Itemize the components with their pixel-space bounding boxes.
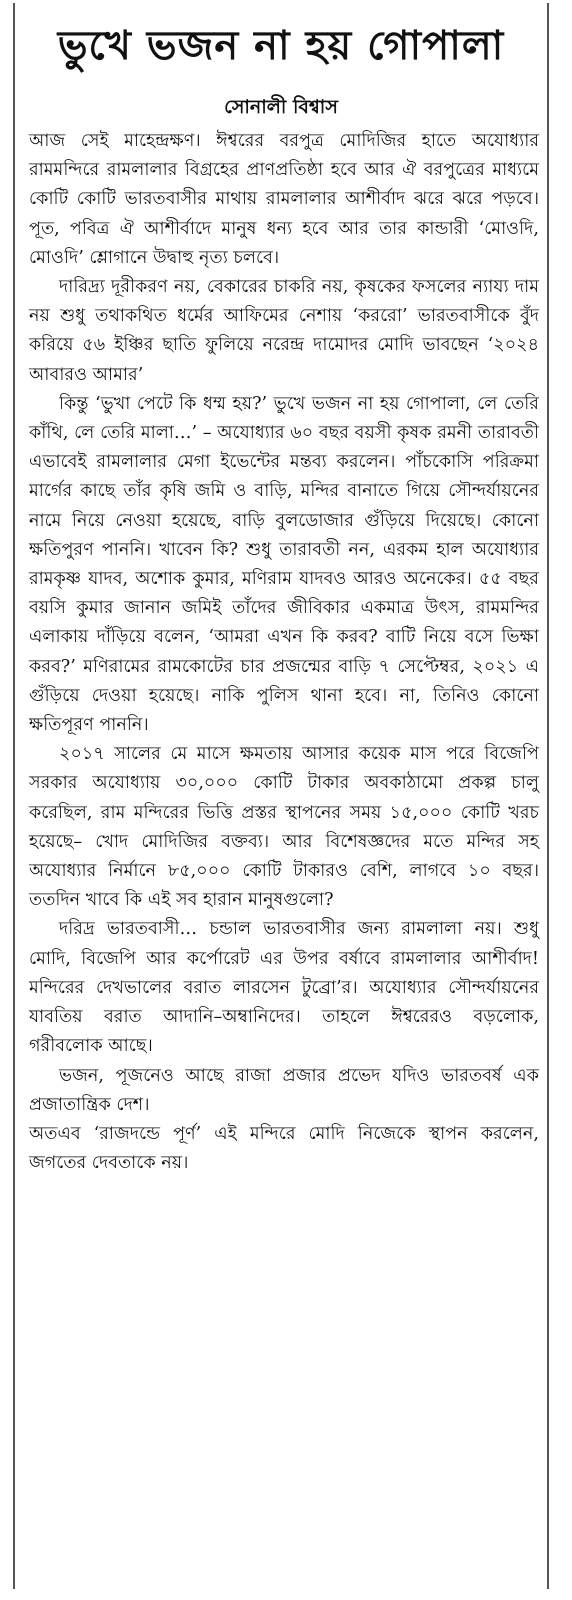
headline: ভুখে ভজন না হয় গোপালা: [57, 23, 505, 69]
article-frame: [13, 3, 549, 1589]
article-body: [29, 127, 539, 1178]
paragraph-2: দারিদ্র্য দূরীকরণ নয়, বেকারের চাকরি নয়, কৃষকের ফসলের ন্যায্য দাম নয় শুধু তথাকথিত ধর্মের আফিমের নেশায় ‘কররো’ ভারতবাসীকে বুঁদ করিয়ে ৫৬ ইঞ্চির ছাতি ফুলিয়ে নরেন্দ্র দামোদর মোদি ভাবছেন ‘২০২৪ আবারও আমার’: [29, 277, 539, 385]
paragraph-7: অতএব ‘রাজদন্ডে পূর্ণ’ এই মন্দিরে মোদি নিজেকে স্থাপন করলেন, জগতের দেবতাকে নয়।: [29, 1123, 539, 1174]
paragraph-6: ভজন, পূজনেও আছে রাজা প্রজার প্রভেদ যদিও ভারতবর্ষ এক প্রজাতান্ত্রিক দেশ।: [29, 1065, 539, 1115]
paragraph-5: দরিদ্র ভারতবাসী… চন্ডাল ভারতবাসীর জন্য রামলালা নয়। শুধু মোদি, বিজেপি আর কর্পোরেট এর উপর বর্ষাবে রামলালার আশীর্বাদ! মন্দিরের দেখভালের বরাত লারসেন টুব্রো’র। অযোধ্যার সৌন্দর্যায়নের যাবতিয় বরাত আদানি–অম্বানিদের। তাহলে ঈশ্বরেরও বড়লোক, গরীবলোক আছে।: [29, 919, 539, 1057]
paragraph-1: আজ সেই মাহেন্দ্রক্ষণ। ঈশ্বরের বরপুত্র মোদিজির হাতে অযোধ্যার রামমন্দিরে রামলালার বিগ্রহের প্রাণপ্রতিষ্ঠা হবে আর ঐ বরপুত্রের মাধ্যমে কোটি কোটি ভারতবাসীর মাথায় রামলালার আশীর্বাদ ঝরে ঝরে পড়বে। পূত, পবিত্র ঐ আশীর্বাদে মানুষ ধন্য হবে আর তার কান্ডারী ‘মোওদি, মোওদি’ শ্লোগানে উদ্বাহু নৃত্য চলবে।: [29, 131, 539, 268]
paragraph-4: ২০১৭ সালের মে মাসে ক্ষমতায় আসার কয়েক মাস পরে বিজেপি সরকার অযোধ্যায় ৩০,০০০ কোটি টাকার অবকাঠামো প্রকল্প চালু করেছিল, রাম মন্দিরের ভিত্তি প্রস্তর স্থাপনের সময় ১৫,০০০ কোটি খরচ হয়েছে– খোদ মোদিজির বক্তব্য। আর বিশেষজ্ঞদের মতে মন্দির সহ অযোধ্যার নির্মানে ৮৫,০০০ কোটি টাকারও বেশি, লাগবে ১০ বছর। ততদিন খাবে কি এই সব হারান মানুষগুলো?: [29, 744, 539, 911]
paragraph-3: কিন্তু ‘ভুখা পেটে কি ধম্ম হয়?’ ভুখে ভজন না হয় গোপালা, লে তেরি কাঁথি, লে তেরি মালা…’ – অযোধ্যার ৬০ বছর বয়সী কৃষক রমনী তারাবতী এভাবেই রামলালার মেগা ইভেন্টের মন্তব্য করলেন। পাঁচকোসি পরিক্রমা মার্গের কাছে তাঁর কৃষি জমি ও বাড়ি, মন্দির বানাতে গিয়ে সৌন্দর্যায়নের নামে নিয়ে নেওয়া হয়েছে, বাড়ি বুলডোজার গুঁড়িয়ে দিয়েছে। কোনো ক্ষতিপুরণ পাননি। খাবেন কি? শুধু তারাবতী নন, এরকম হাল অযোধ্যার রামকৃষ্ণ যাদব, অশোক কুমার, মণিরাম যাদবও আরও অনেকের। ৫৫ বছর বয়সি কুমার জানান জমিই তাঁদের জীবিকার একমাত্র উৎস, রামমন্দির এলাকায় দাঁড়িয়ে বলেন, ‘আমরা এখন কি করব? বাটি নিয়ে বসে ভিক্ষা করব?’ মণিরামের রামকোটের চার প্রজন্মের বাড়ি ৭ সেপ্টেম্বর, ২০২১ এ গুঁড়িয়ে দেওয়া হয়েছে। নাকি পুলিস থানা হবে। না, তিনিও কোনো ক্ষতিপূরণ পাননি।: [29, 393, 539, 736]
author-byline: সোনালী বিশ্বাস: [224, 96, 338, 118]
